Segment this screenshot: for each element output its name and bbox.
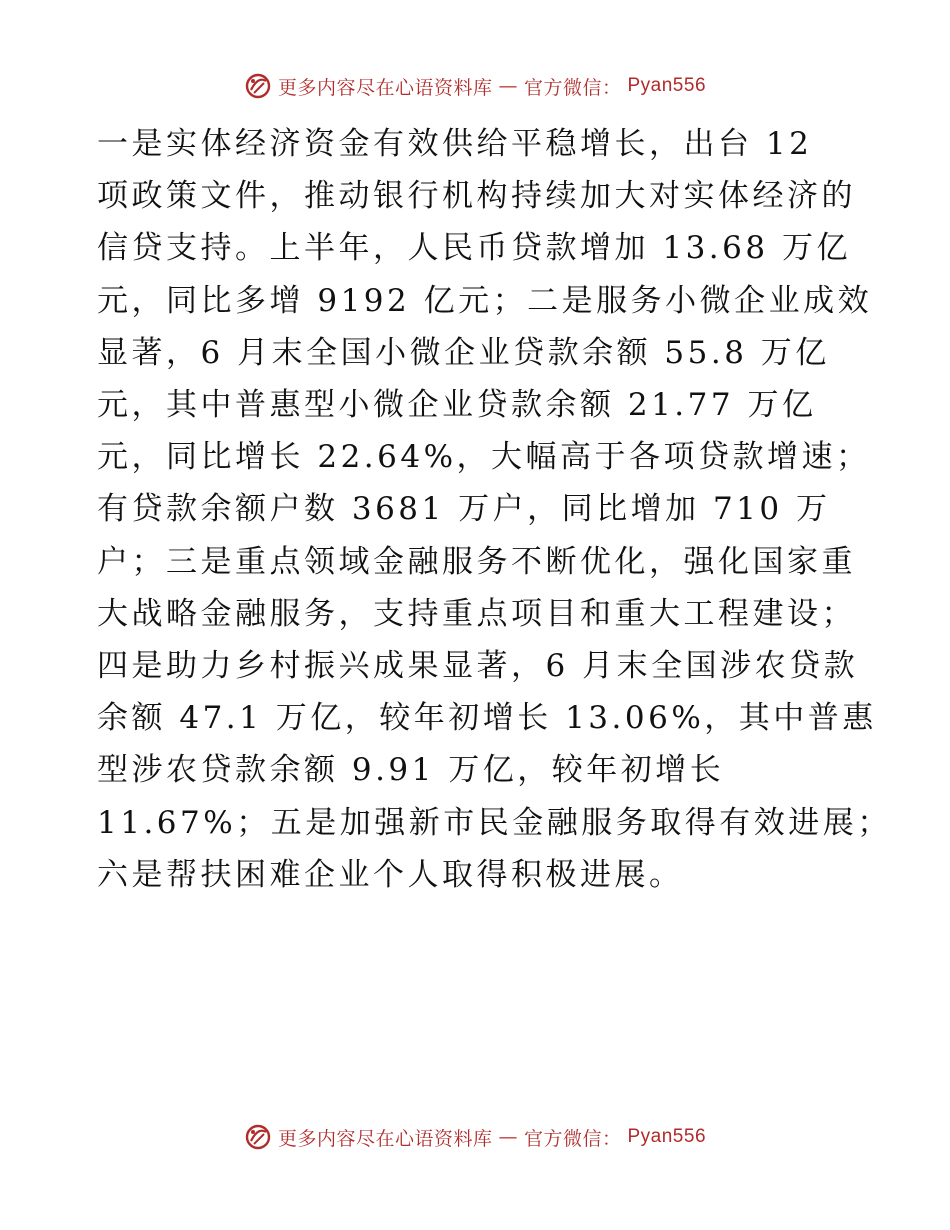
footer-wechat-label: 官方微信： <box>523 1127 622 1150</box>
body-line-14: 11.67%；五是加强新市民金融服务取得有效进展； <box>97 804 892 841</box>
footer-wechat-id: Pyan556 <box>627 1126 707 1147</box>
header-wechat-label: 官方微信： <box>523 76 622 99</box>
body-line-9: 户；三是重点领域金融服务不断优化，强化国家重 <box>97 543 856 580</box>
body-line-11: 四是助力乡村振兴成果显著，6 月末全国涉农贷款 <box>97 648 859 685</box>
header-wechat-id: Pyan556 <box>627 75 707 96</box>
brand-logo-icon <box>244 72 272 100</box>
body-line-5: 显著，6 月末全国小微企业贷款余额 55.8 万亿 <box>97 334 830 371</box>
body-line-7: 元，同比增长 22.64%，大幅高于各项贷款增速； <box>97 439 871 476</box>
header-banner <box>0 72 950 100</box>
body-line-2: 项政策文件，推动银行机构持续加大对实体经济的 <box>97 178 856 215</box>
body-line-12: 余额 47.1 万亿，较年初增长 13.06%，其中普惠 <box>97 700 877 737</box>
footer-brand-text: 更多内容尽在心语资料库 <box>277 1127 493 1150</box>
body-line-13: 型涉农贷款余额 9.91 万亿，较年初增长 <box>97 752 725 789</box>
brand-logo-icon <box>244 1123 272 1151</box>
header-separator: — <box>498 75 518 97</box>
body-line-10: 大战略金融服务，支持重点项目和重大工程建设； <box>97 595 856 632</box>
body-line-15: 六是帮扶困难企业个人取得积极进展。 <box>97 856 684 893</box>
body-line-8: 有贷款余额户数 3681 万户，同比增加 710 万 <box>97 491 831 528</box>
footer-banner <box>0 1123 950 1151</box>
footer-separator: — <box>498 1126 518 1148</box>
body-line-3: 信贷支持。上半年，人民币贷款增加 13.68 万亿 <box>97 230 851 267</box>
body-line-1: 一是实体经济资金有效供给平稳增长，出台 12 <box>97 126 813 162</box>
header-brand-text: 更多内容尽在心语资料库 <box>277 76 493 99</box>
body-line-4: 元，同比多增 9192 亿元；二是服务小微企业成效 <box>97 282 873 319</box>
document-body <box>97 118 892 901</box>
body-line-6: 元，其中普惠型小微企业贷款余额 21.77 万亿 <box>97 387 817 424</box>
